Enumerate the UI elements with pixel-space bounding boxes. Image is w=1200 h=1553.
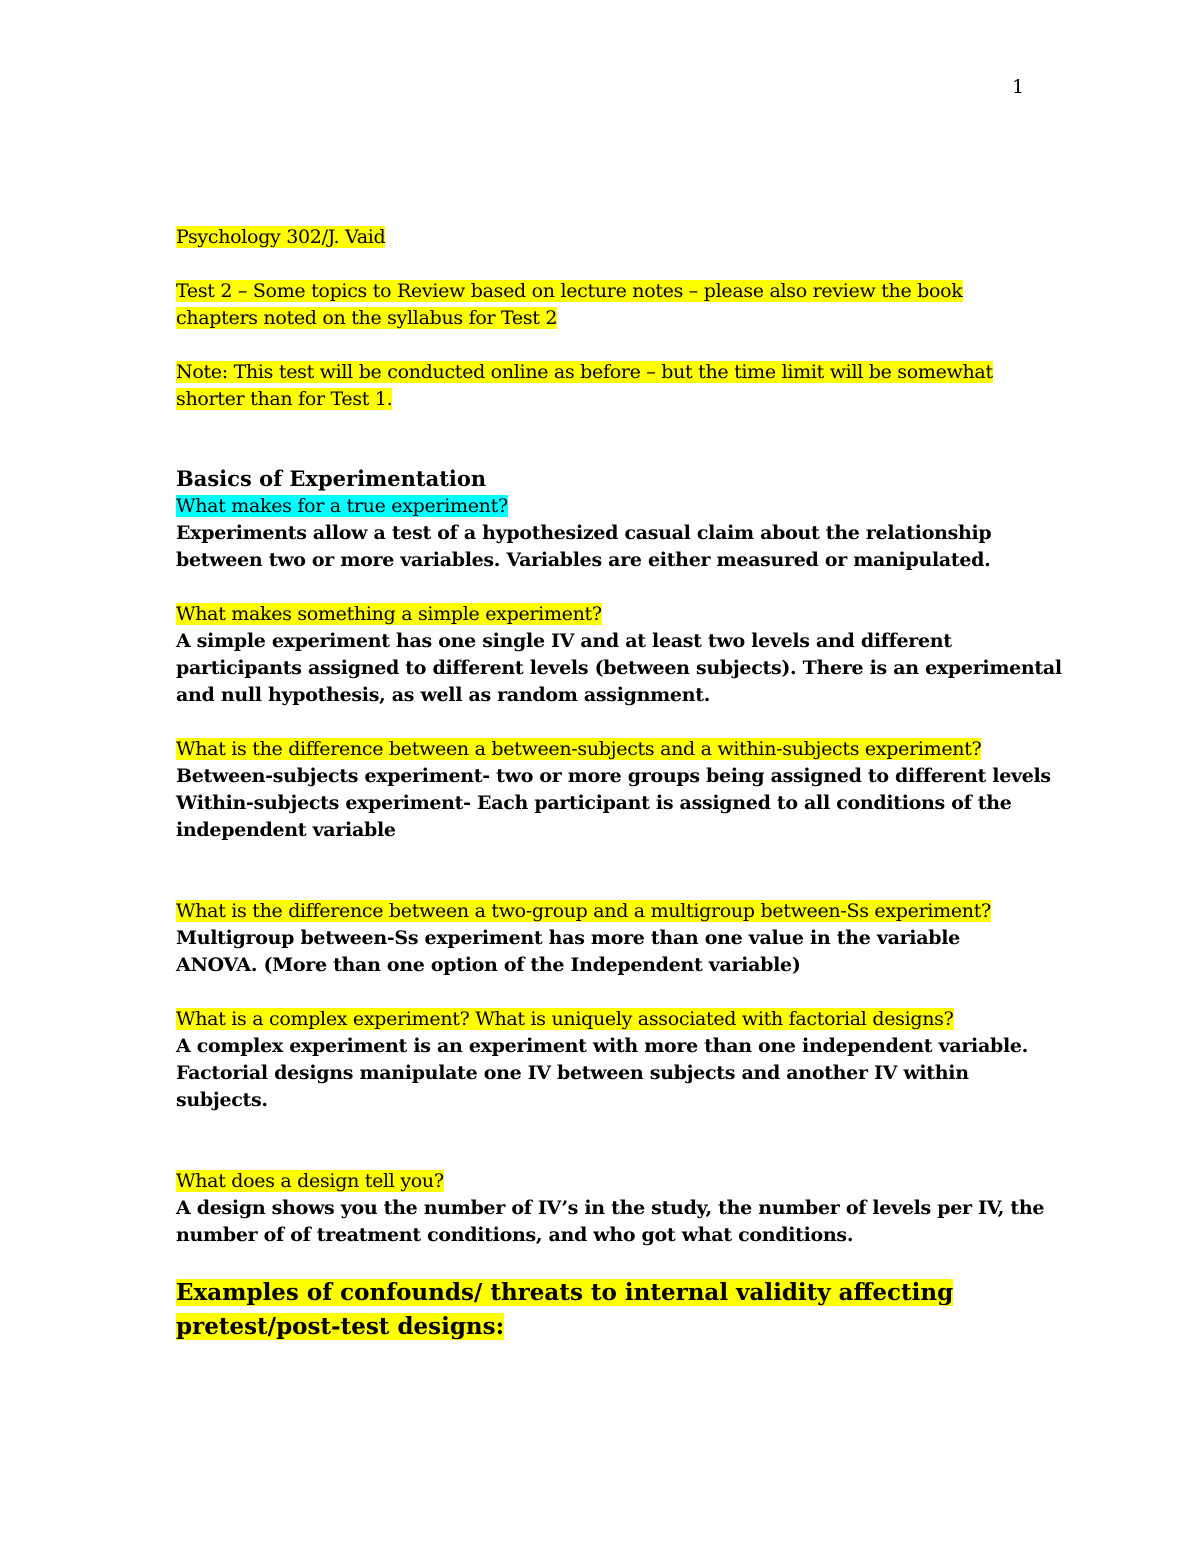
section-heading-basics: Basics of Experimentation [176,466,487,491]
section-heading-confounds-line-2-text: pretest/post-test designs: [176,1313,505,1340]
question-5 [176,1006,1036,1033]
answer-2-line-3: and null hypothesis, as well as random assignment. [176,684,711,706]
question-1 [176,493,1036,520]
test-line-1 [176,278,1036,305]
answer-4-line-1: Multigroup between-Ss experiment has more than one value in the variable [176,927,960,949]
question-4-text: What is the difference between a two-group and a multigroup between-Ss experiment? [176,900,991,922]
note-line-2-text: shorter than for Test 1. [176,388,393,410]
note-line-2 [176,386,1036,413]
question-3 [176,736,1036,763]
question-3-text: What is the difference between a between-subjects and a within-subjects experiment? [176,738,982,760]
document-body [176,224,1062,1344]
answer-1-line-2: between two or more variables. Variables are either measured or manipulated. [176,549,991,571]
question-6-text: What does a design tell you? [176,1170,444,1192]
answer-5-line-3: subjects. [176,1089,268,1111]
question-4 [176,898,1036,925]
test-line-2-text: chapters noted on the syllabus for Test 2 [176,307,558,329]
question-2-text: What makes something a simple experiment? [176,603,602,625]
course-line-text: Psychology 302/J. Vaid [176,226,386,248]
answer-6-line-1: A design shows you the number of IV’s in the study, the number of levels per IV, the [176,1197,1045,1219]
section-heading-confounds-line-1 [176,1276,1036,1310]
answer-4-line-2: ANOVA. (More than one option of the Independent variable) [176,954,801,976]
question-6 [176,1168,1036,1195]
answer-6-line-2: number of of treatment conditions, and who got what conditions. [176,1224,854,1246]
page-number: 1 [1012,76,1025,98]
answer-2-line-2: participants assigned to different levels (between subjects). There is an experimental [176,657,1062,679]
answer-3-line-2: Within-subjects experiment- Each participant is assigned to all conditions of the [176,792,1012,814]
answer-1-line-1: Experiments allow a test of a hypothesized casual claim about the relationship [176,522,992,544]
note-line-1 [176,359,1036,386]
answer-3-line-1: Between-subjects experiment- two or more groups being assigned to different levels [176,765,1051,787]
answer-3-line-3: independent variable [176,819,396,841]
question-1-text: What makes for a true experiment? [176,495,508,517]
answer-2-line-1: A simple experiment has one single IV and at least two levels and different [176,630,952,652]
note-line-1-text: Note: This test will be conducted online as before – but the time limit will be somewhat [176,361,993,383]
question-2 [176,601,1036,628]
course-line [176,224,1036,251]
question-5-text: What is a complex experiment? What is uniquely associated with factorial designs? [176,1008,954,1030]
section-heading-confounds-line-2 [176,1310,1036,1344]
test-line-2 [176,305,1036,332]
answer-5-line-2: Factorial designs manipulate one IV between subjects and another IV within [176,1062,969,1084]
section-heading-confounds-line-1-text: Examples of confounds/ threats to internal validity affecting [176,1279,954,1306]
test-line-1-text: Test 2 – Some topics to Review based on lecture notes – please also review the book [176,280,963,302]
answer-5-line-1: A complex experiment is an experiment with more than one independent variable. [176,1035,1028,1057]
